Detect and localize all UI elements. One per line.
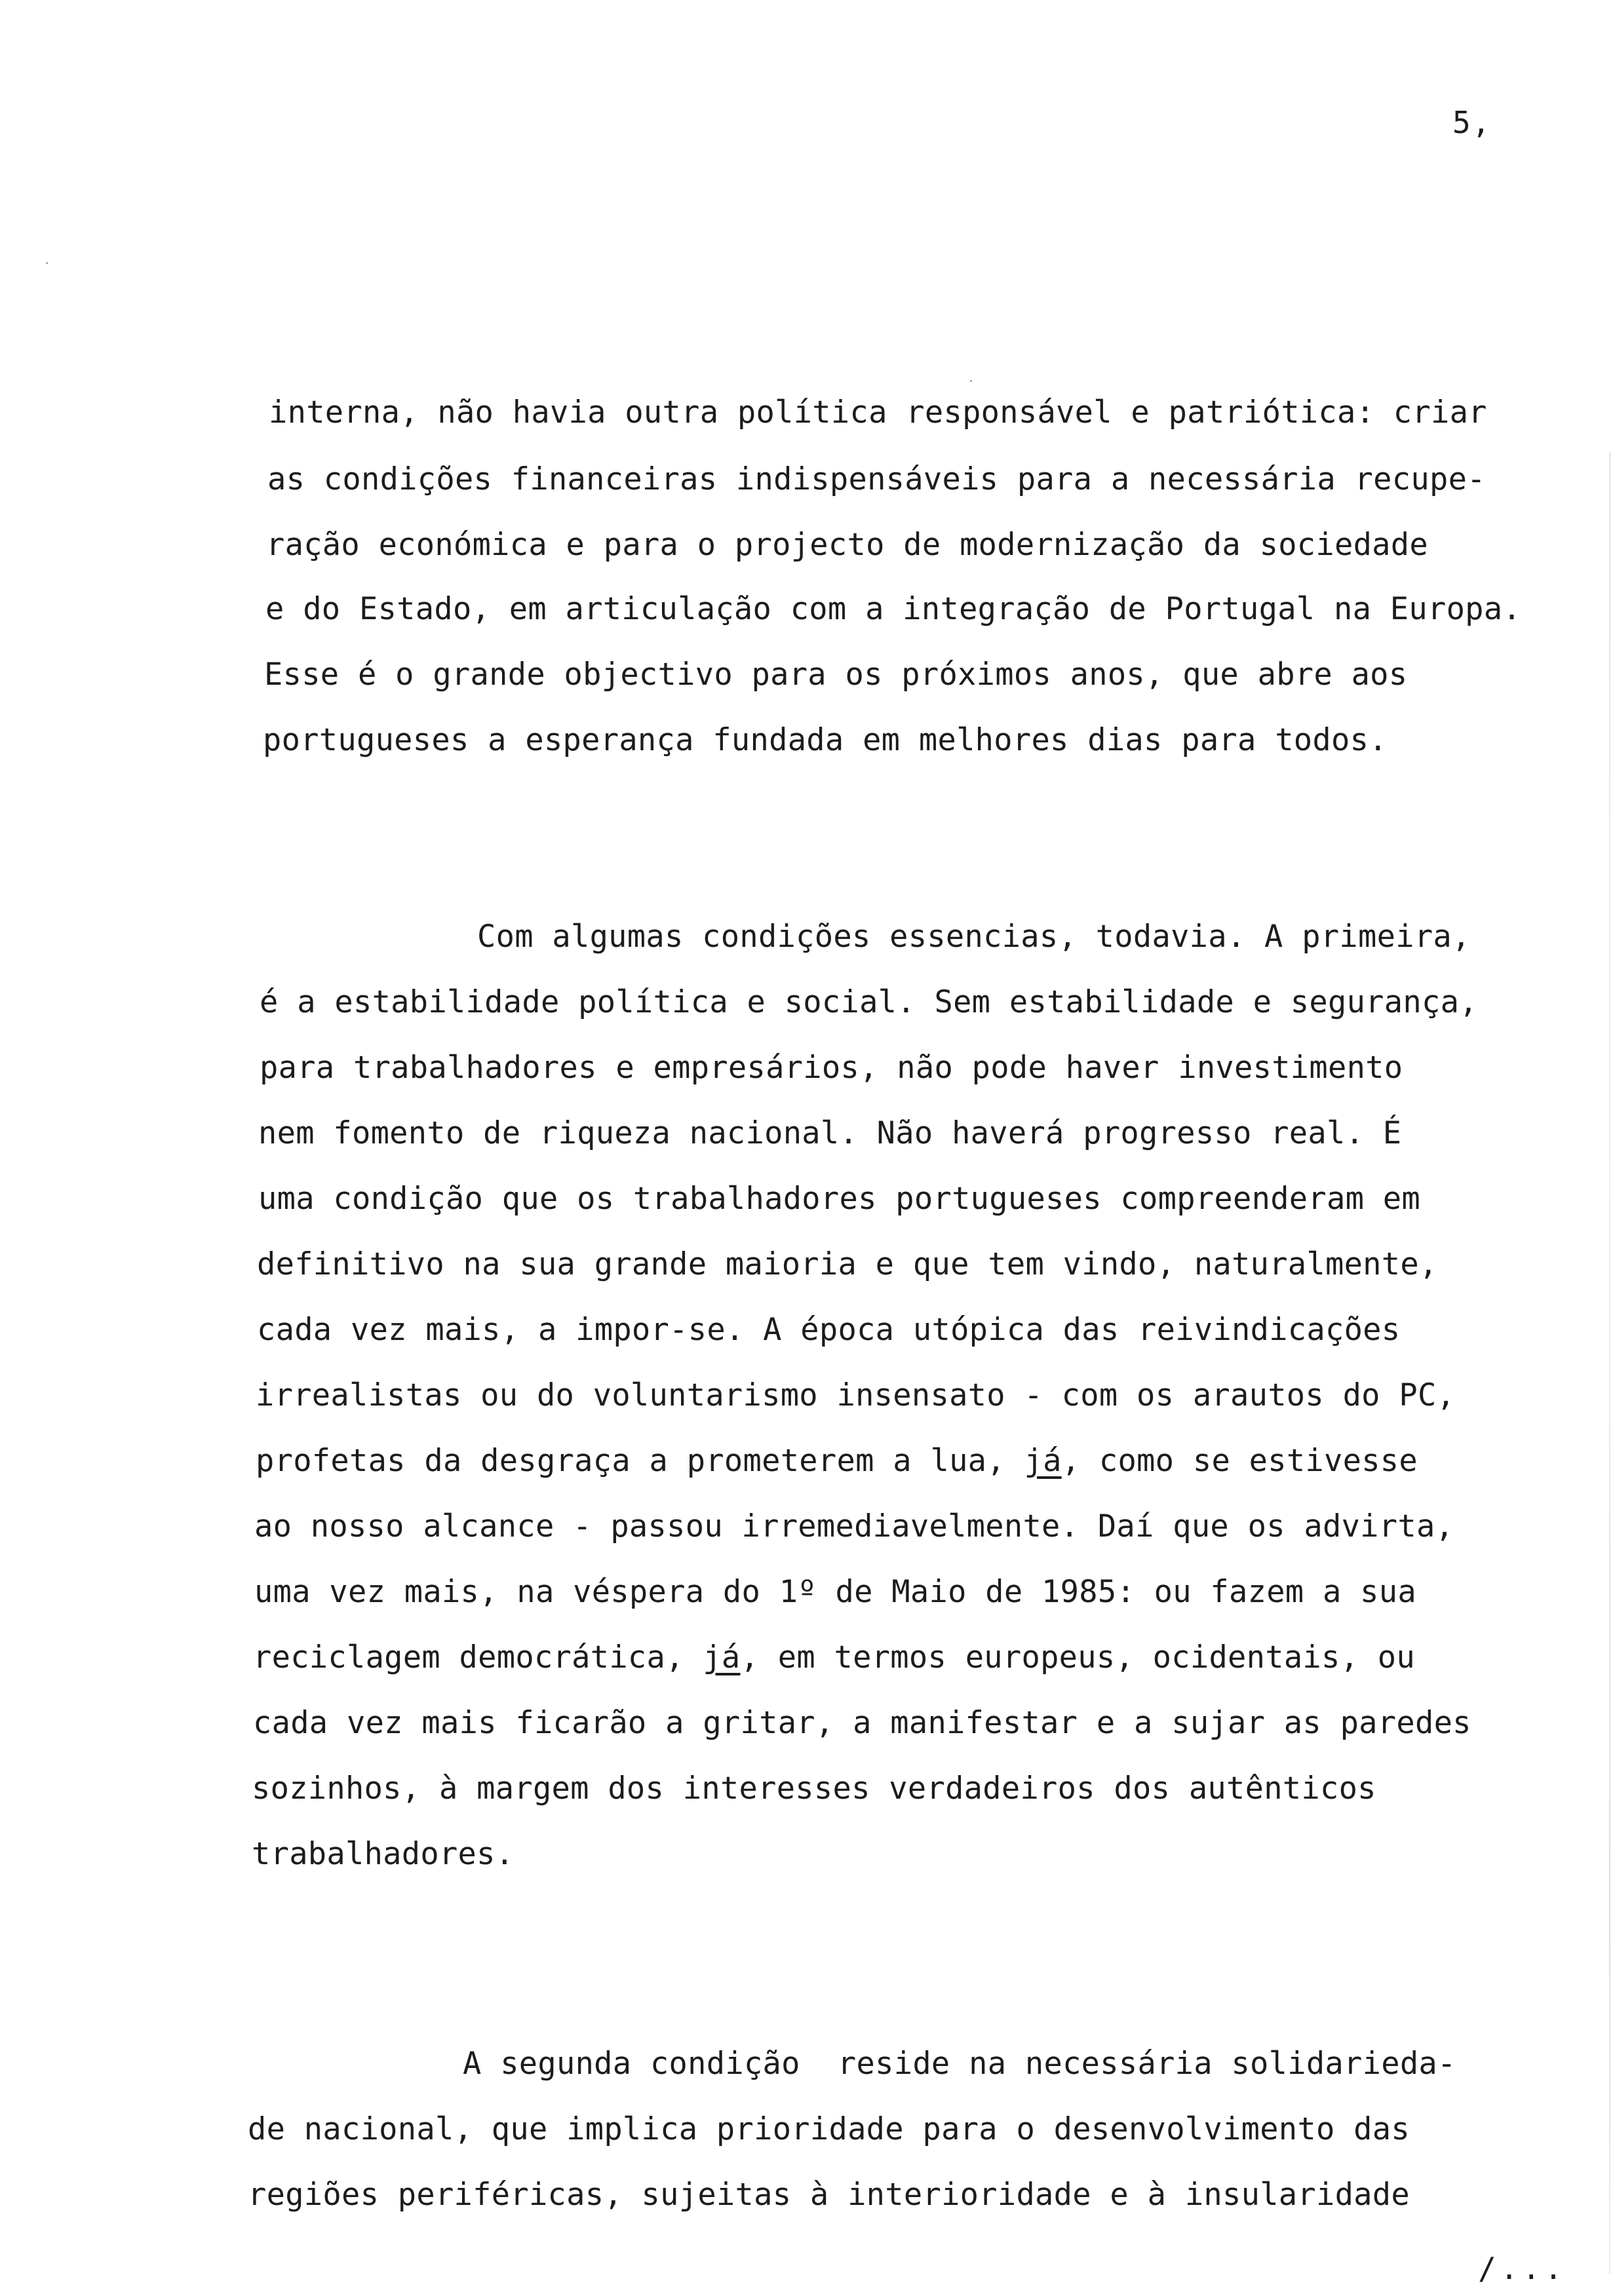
text-line: definitivo na sua grande maioria e que tem vindo, naturalmente, [257, 1246, 1438, 1282]
page-number: 5, [1452, 105, 1492, 140]
line-text-tail: , em termos europeus, ocidentais, ou [740, 1639, 1416, 1675]
emphasis-ja: já [1024, 1443, 1062, 1479]
text-line: e do Estado, em articulação com a integração de Portugal na Europa. [265, 591, 1521, 627]
text-line: as condições financeiras indispensáveis para a necessária recupe- [267, 461, 1486, 497]
text-line: de nacional, que implica prioridade para o desenvolvimento das [248, 2111, 1410, 2147]
text-line: uma vez mais, na véspera do 1º de Maio de 1985: ou fazem a sua [254, 1574, 1416, 1610]
text-line: cada vez mais ficarão a gritar, a manifestar e a sujar as paredes [253, 1705, 1471, 1741]
text-line: nem fomento de riqueza nacional. Não haverá progresso real. É [258, 1115, 1402, 1151]
line-text: reciclagem democrática, [253, 1639, 684, 1675]
text-line: Esse é o grande objectivo para os próximos anos, que abre aos [264, 657, 1408, 693]
line-text: profetas da desgraça a prometerem a lua, [256, 1443, 1005, 1479]
text-line: irrealistas ou do voluntarismo insensato - com os arautos do PC, [256, 1377, 1456, 1413]
text-line: sozinhos, à margem dos interesses verdadeiros dos autênticos [252, 1770, 1376, 1807]
text-line: trabalhadores. [252, 1836, 515, 1872]
continuation-mark: /... [1478, 2251, 1566, 2286]
text-line: interna, não havia outra política responsável e patriótica: criar [269, 394, 1487, 430]
text-line [256, 1442, 1418, 1481]
scan-edge-line [1609, 452, 1610, 2274]
text-line: regiões periféricas, sujeitas à interioridade e à insularidade [248, 2177, 1410, 2213]
text-line: ao nosso alcance - passou irremediavelmente. Daí que os advirta, [254, 1508, 1454, 1544]
text-line: A segunda condição reside na necessária solidarieda- [463, 2046, 1456, 2082]
text-line: cada vez mais, a impor-se. A época utópica das reivindicações [257, 1312, 1401, 1348]
text-line: para trabalhadores e empresários, não pode haver investimento [260, 1050, 1403, 1086]
emphasis-ja: já [703, 1639, 741, 1675]
scan-speck [46, 262, 48, 264]
line-text-tail: , como se estivesse [1061, 1443, 1418, 1479]
text-line: ração económica e para o projecto de modernização da sociedade [266, 527, 1428, 563]
text-line: uma condição que os trabalhadores portugueses compreenderam em [258, 1181, 1420, 1217]
text-line: portugueses a esperança fundada em melhores dias para todos. [263, 722, 1388, 758]
scan-speck [970, 380, 972, 382]
text-line: é a estabilidade política e social. Sem estabilidade e segurança, [260, 984, 1478, 1020]
text-line [253, 1638, 1415, 1677]
text-line: Com algumas condições essencias, todavia. A primeira, [477, 919, 1471, 955]
